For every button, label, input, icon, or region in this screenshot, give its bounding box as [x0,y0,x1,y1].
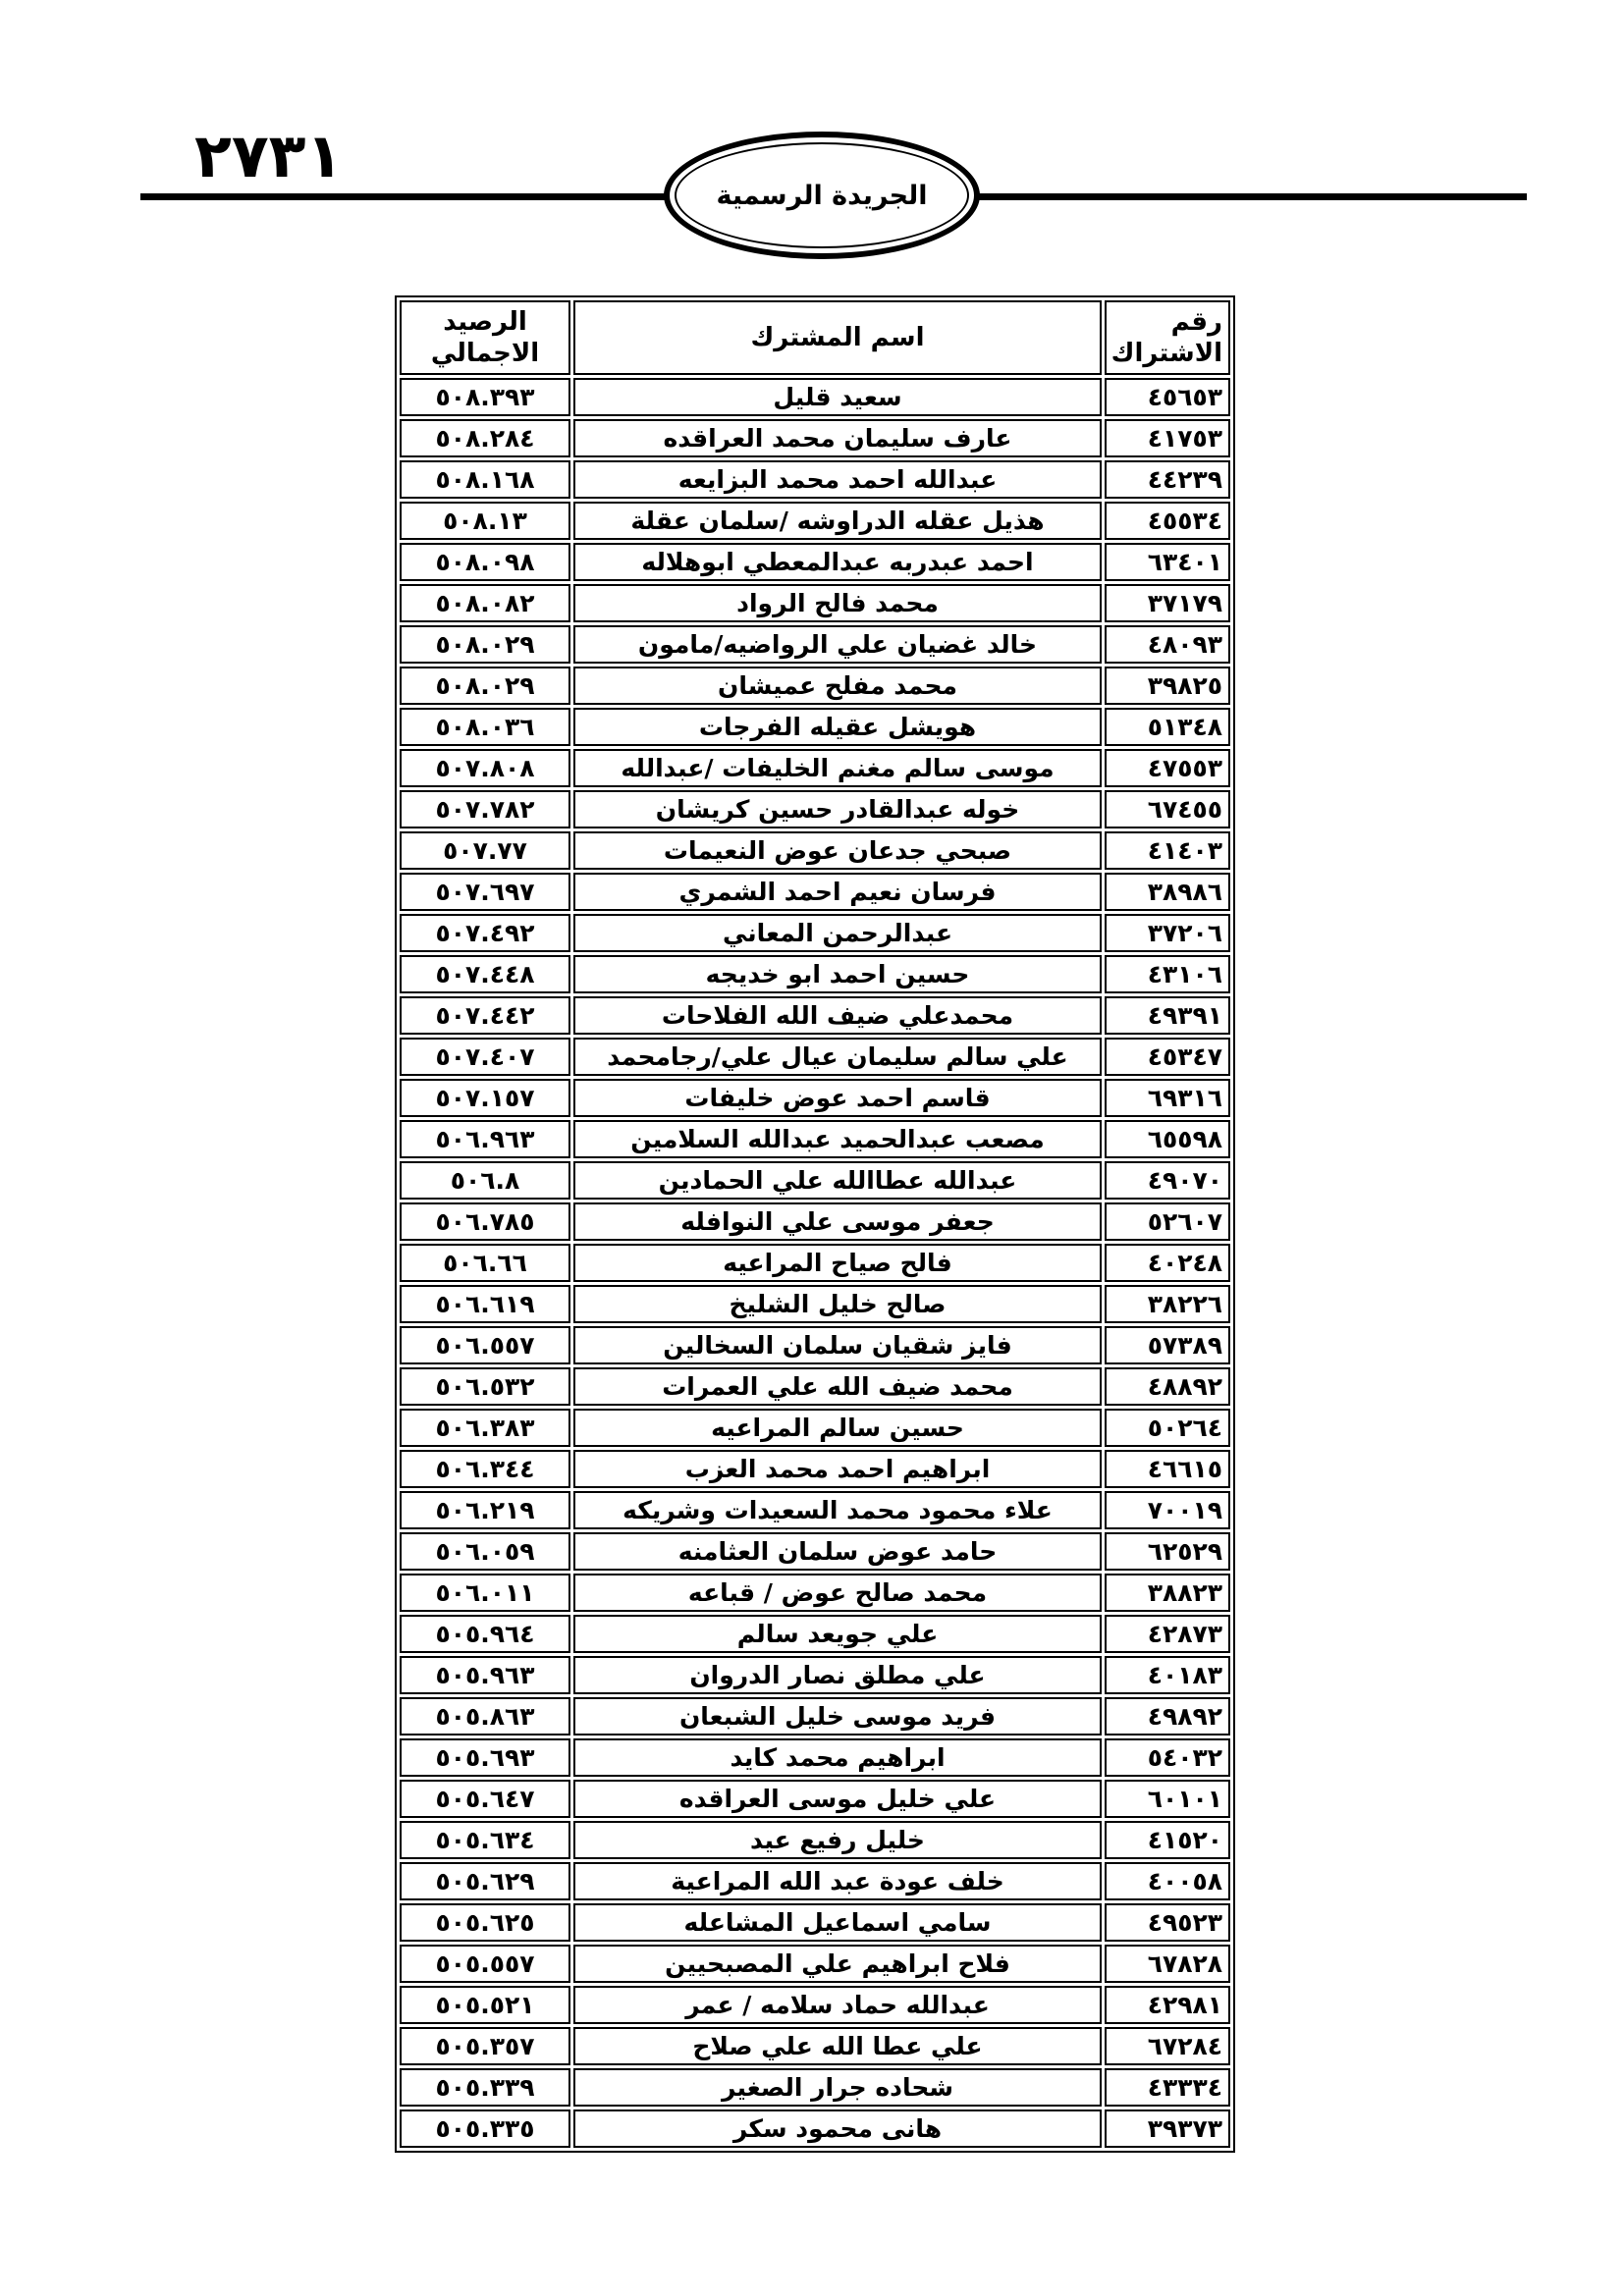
subscriber-name-cell: قاسم احمد عوض خليفات [573,1079,1102,1117]
subscriber-name-cell: هويشل عقيله الفرجات [573,708,1102,746]
table-row [400,1285,1230,1323]
total-balance-cell: ٥٠٧.٤٠٧ [400,1038,570,1076]
total-balance-cell: ٥٠٦.٦٦ [400,1244,570,1282]
subscription-number-cell: ٤٩٥٢٣ [1105,1903,1230,1942]
table-row [400,1202,1230,1241]
table-row [400,1120,1230,1158]
column-header-subscriber-name: اسم المشترك [573,300,1102,375]
total-balance-cell: ٥٠٦.٨ [400,1161,570,1200]
total-balance-cell: ٥٠٦.٣٨٣ [400,1409,570,1447]
subscriber-name-cell: عبدالله احمد محمد البزايعه [573,460,1102,499]
total-balance-cell: ٥٠٥.٩٦٤ [400,1615,570,1653]
subscription-number-cell: ٥٤٠٣٢ [1105,1738,1230,1777]
gazette-title: الجريدة الرسمية [716,180,928,211]
total-balance-cell: ٥٠٧.٤٤٢ [400,996,570,1035]
subscriber-name-cell: ابراهيم محمد كايد [573,1738,1102,1777]
subscription-number-cell: ٣٧٢٠٦ [1105,914,1230,952]
table-row [400,1450,1230,1488]
subscriber-name-cell: عبدالله حماد سلامه / عمر [573,1986,1102,2024]
subscriber-name-cell: علي سالم سليمان عيال علي/رجامحمد [573,1038,1102,1076]
table-row [400,1326,1230,1364]
total-balance-cell: ٥٠٨.١٣ [400,502,570,540]
table-row [400,2027,1230,2065]
total-balance-cell: ٥٠٧.٧٧ [400,831,570,870]
subscription-number-cell: ٣٨٢٢٦ [1105,1285,1230,1323]
subscription-number-cell: ٥٠٢٦٤ [1105,1409,1230,1447]
subscription-number-cell: ٣٩٨٢٥ [1105,667,1230,705]
subscription-number-cell: ٦٧٤٥٥ [1105,790,1230,828]
subscription-number-cell: ٤٣١٠٦ [1105,955,1230,993]
subscription-number-cell: ٦٠١٠١ [1105,1780,1230,1818]
table-row [400,749,1230,787]
table-row [400,955,1230,993]
total-balance-cell: ٥٠٦.٧٨٥ [400,1202,570,1241]
table-row [400,1244,1230,1282]
subscriber-name-cell: سامي اسماعيل المشاعله [573,1903,1102,1942]
subscription-number-cell: ٥١٣٤٨ [1105,708,1230,746]
subscriber-name-cell: علي خليل موسى العراقده [573,1780,1102,1818]
subscriber-name-cell: فرسان نعيم احمد الشمري [573,873,1102,911]
table-row [400,1945,1230,1983]
subscriber-name-cell: محمدعلي ضيف الله الفلاحات [573,996,1102,1035]
subscriber-name-cell: خليل رفيع عيد [573,1821,1102,1859]
page-number: ٢٧٣١ [194,120,344,191]
subscribers-table [395,295,1235,2153]
total-balance-cell: ٥٠٦.٩٦٣ [400,1120,570,1158]
subscription-number-cell: ٦٩٣١٦ [1105,1079,1230,1117]
subscriber-name-cell: هانى محمود سكر [573,2109,1102,2148]
subscription-number-cell: ٤٥٥٣٤ [1105,502,1230,540]
table-row [400,1903,1230,1942]
subscription-number-cell: ٤٥٣٤٧ [1105,1038,1230,1076]
subscriber-name-cell: علي جويعد سالم [573,1615,1102,1653]
subscription-number-cell: ٥٧٣٨٩ [1105,1326,1230,1364]
total-balance-cell: ٥٠٨.١٦٨ [400,460,570,499]
total-balance-cell: ٥٠٧.٨٠٨ [400,749,570,787]
table-row [400,1079,1230,1117]
table-row [400,667,1230,705]
subscriber-name-cell: محمد مفلح عميشان [573,667,1102,705]
table-row [400,831,1230,870]
total-balance-cell: ٥٠٥.٦٤٧ [400,1780,570,1818]
subscription-number-cell: ٤٧٥٥٣ [1105,749,1230,787]
total-balance-cell: ٥٠٦.٢١٩ [400,1491,570,1529]
subscription-number-cell: ٤٢٨٧٣ [1105,1615,1230,1653]
table-row [400,1038,1230,1076]
table-header-row [400,300,1230,375]
subscriber-name-cell: هذيل عقله الدراوشه /سلمان عقلة [573,502,1102,540]
total-balance-cell: ٥٠٥.٦٢٩ [400,1862,570,1900]
total-balance-cell: ٥٠٥.٦٩٣ [400,1738,570,1777]
gazette-title-oval [664,132,980,259]
subscriber-name-cell: حسين سالم المراعيه [573,1409,1102,1447]
subscription-number-cell: ٤٠١٨٣ [1105,1656,1230,1694]
table-row [400,1491,1230,1529]
subscription-number-cell: ٤١٥٢٠ [1105,1821,1230,1859]
table-row [400,1161,1230,1200]
total-balance-cell: ٥٠٥.٦٣٤ [400,1821,570,1859]
subscriber-name-cell: علي مطلق نصار الدروان [573,1656,1102,1694]
subscriber-name-cell: صبحي جدعان عوض النعيمات [573,831,1102,870]
subscriber-name-cell: محمد ضيف الله علي العمرات [573,1367,1102,1406]
table-row [400,419,1230,457]
subscriber-name-cell: فلاح ابراهيم علي المصبحيين [573,1945,1102,1983]
table-row [400,914,1230,952]
table-row [400,502,1230,540]
subscription-number-cell: ٦٧٢٨٤ [1105,2027,1230,2065]
table-row [400,1986,1230,2024]
subscription-number-cell: ٤٠٢٤٨ [1105,1244,1230,1282]
table-row [400,1697,1230,1735]
subscriber-name-cell: عبدالله عطاالله علي الحمادين [573,1161,1102,1200]
subscription-number-cell: ٤٩٨٩٢ [1105,1697,1230,1735]
subscriber-name-cell: ابراهيم احمد محمد العزب [573,1450,1102,1488]
subscription-number-cell: ٣٨٩٨٦ [1105,873,1230,911]
total-balance-cell: ٥٠٦.٥٣٢ [400,1367,570,1406]
subscriber-name-cell: حسين احمد ابو خديجه [573,955,1102,993]
total-balance-cell: ٥٠٧.٤٩٢ [400,914,570,952]
subscription-number-cell: ٣٩٣٧٣ [1105,2109,1230,2148]
subscriber-name-cell: فالح صياح المراعيه [573,1244,1102,1282]
total-balance-cell: ٥٠٨.٢٨٤ [400,419,570,457]
table-row [400,1367,1230,1406]
table-row [400,543,1230,581]
subscriber-name-cell: احمد عبدربه عبدالمعطي ابوهلاله [573,543,1102,581]
total-balance-cell: ٥٠٨.٠٣٦ [400,708,570,746]
subscription-number-cell: ٤٦٦١٥ [1105,1450,1230,1488]
total-balance-cell: ٥٠٨.٠٨٢ [400,584,570,622]
subscription-number-cell: ٤٨٨٩٢ [1105,1367,1230,1406]
subscriber-name-cell: علي عطا الله علي صلاح [573,2027,1102,2065]
subscription-number-cell: ٤٢٩٨١ [1105,1986,1230,2024]
subscriber-name-cell: خوله عبدالقادر حسين كريشان [573,790,1102,828]
total-balance-cell: ٥٠٦.٠١١ [400,1574,570,1612]
column-header-total-balance: الرصيد الاجمالي [400,300,570,375]
total-balance-cell: ٥٠٦.٣٤٤ [400,1450,570,1488]
total-balance-cell: ٥٠٥.٦٢٥ [400,1903,570,1942]
table-row [400,1780,1230,1818]
total-balance-cell: ٥٠٦.٥٥٧ [400,1326,570,1364]
subscription-number-cell: ٤٥٦٥٣ [1105,378,1230,416]
table-row [400,1821,1230,1859]
subscriber-name-cell: فايز شقيان سلمان السخالين [573,1326,1102,1364]
subscription-number-cell: ٤١٤٠٣ [1105,831,1230,870]
subscription-number-cell: ٤٨٠٩٣ [1105,625,1230,664]
subscription-number-cell: ٦٢٥٢٩ [1105,1532,1230,1571]
table-row [400,708,1230,746]
subscription-number-cell: ٦٥٥٩٨ [1105,1120,1230,1158]
subscriber-name-cell: عارف سليمان محمد العراقده [573,419,1102,457]
total-balance-cell: ٥٠٧.٧٨٢ [400,790,570,828]
total-balance-cell: ٥٠٥.٣٣٥ [400,2109,570,2148]
table-row [400,1574,1230,1612]
table-row [400,1656,1230,1694]
table-row [400,1615,1230,1653]
total-balance-cell: ٥٠٦.٦١٩ [400,1285,570,1323]
table-row [400,996,1230,1035]
subscriber-name-cell: علاء محمود محمد السعيدات وشريكه [573,1491,1102,1529]
total-balance-cell: ٥٠٧.٤٤٨ [400,955,570,993]
subscription-number-cell: ٤٩٣٩١ [1105,996,1230,1035]
subscription-number-cell: ٤٩٠٧٠ [1105,1161,1230,1200]
total-balance-cell: ٥٠٥.٣٣٩ [400,2068,570,2107]
subscriber-name-cell: عبدالرحمن المعاني [573,914,1102,952]
total-balance-cell: ٥٠٧.١٥٧ [400,1079,570,1117]
table-row [400,1862,1230,1900]
total-balance-cell: ٥٠٨.٠٢٩ [400,625,570,664]
subscription-number-cell: ٤٤٢٣٩ [1105,460,1230,499]
subscription-number-cell: ٦٣٤٠١ [1105,543,1230,581]
total-balance-cell: ٥٠٨.٠٢٩ [400,667,570,705]
table-row [400,790,1230,828]
subscription-number-cell: ٤٣٣٣٤ [1105,2068,1230,2107]
table-row [400,2109,1230,2148]
total-balance-cell: ٥٠٥.٥٥٧ [400,1945,570,1983]
subscription-number-cell: ٣٨٨٢٣ [1105,1574,1230,1612]
subscription-number-cell: ٤١٧٥٣ [1105,419,1230,457]
subscriber-name-cell: جعفر موسى علي النوافله [573,1202,1102,1241]
subscription-number-cell: ٣٧١٧٩ [1105,584,1230,622]
subscriber-name-cell: شحاده جرار الصغير [573,2068,1102,2107]
table-row [400,1532,1230,1571]
total-balance-cell: ٥٠٥.٩٦٣ [400,1656,570,1694]
table-row [400,1409,1230,1447]
table-row [400,460,1230,499]
table-row [400,873,1230,911]
subscriber-name-cell: خالد غضيان علي الرواضيه/مامون [573,625,1102,664]
subscription-number-cell: ٤٠٠٥٨ [1105,1862,1230,1900]
subscriber-name-cell: محمد صالح عوض / قباعه [573,1574,1102,1612]
table-row [400,584,1230,622]
subscription-number-cell: ٧٠٠١٩ [1105,1491,1230,1529]
subscriber-name-cell: موسى سالم مغنم الخليفات /عبدالله [573,749,1102,787]
subscription-number-cell: ٥٢٦٠٧ [1105,1202,1230,1241]
subscriber-name-cell: خلف عودة عبد الله المراعية [573,1862,1102,1900]
subscriber-name-cell: محمد فالح الرواد [573,584,1102,622]
subscriber-name-cell: مصعب عبدالحميد عبدالله السلامين [573,1120,1102,1158]
table-row [400,2068,1230,2107]
total-balance-cell: ٥٠٨.٣٩٣ [400,378,570,416]
total-balance-cell: ٥٠٥.٥٢١ [400,1986,570,2024]
total-balance-cell: ٥٠٥.٨٦٣ [400,1697,570,1735]
table-row [400,1738,1230,1777]
subscriber-name-cell: حامد عوض سلمان العثامنه [573,1532,1102,1571]
table-row [400,625,1230,664]
subscriber-name-cell: صالح خليل الشليخ [573,1285,1102,1323]
total-balance-cell: ٥٠٨.٠٩٨ [400,543,570,581]
table-row [400,378,1230,416]
total-balance-cell: ٥٠٧.٦٩٧ [400,873,570,911]
total-balance-cell: ٥٠٦.٠٥٩ [400,1532,570,1571]
subscriber-name-cell: فريد موسى خليل الشبعان [573,1697,1102,1735]
subscription-number-cell: ٦٧٨٢٨ [1105,1945,1230,1983]
column-header-subscription-number: رقم الاشتراك [1105,300,1230,375]
total-balance-cell: ٥٠٥.٣٥٧ [400,2027,570,2065]
subscriber-name-cell: سعيد قليل [573,378,1102,416]
